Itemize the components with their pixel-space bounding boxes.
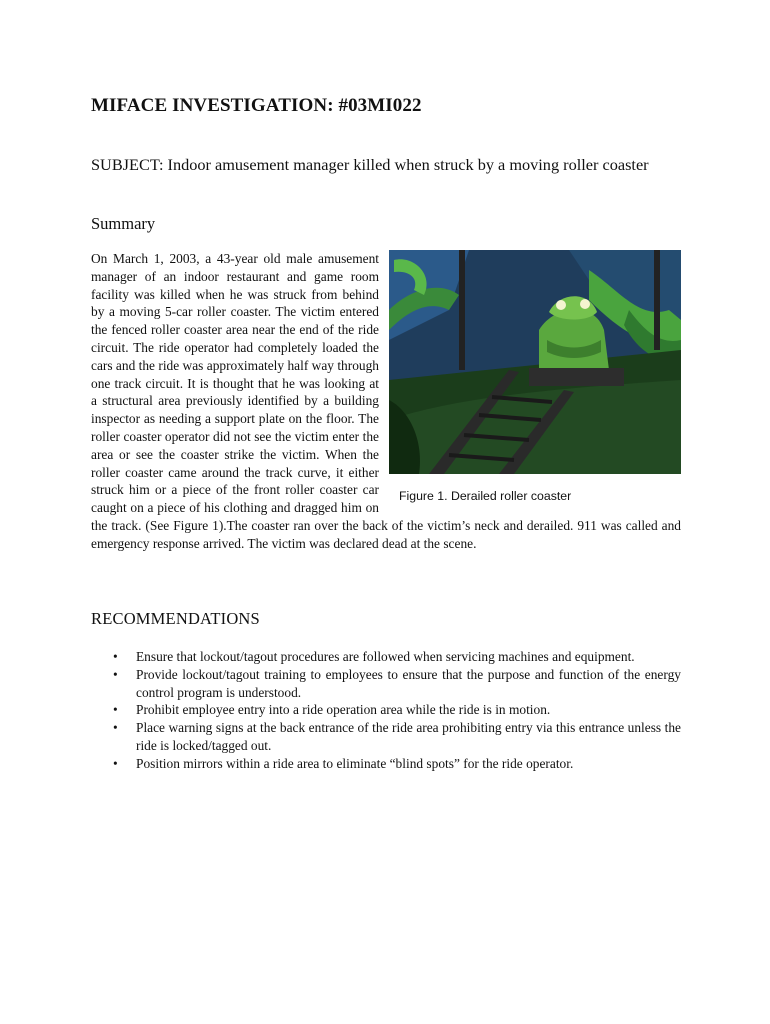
- bullet-icon: •: [113, 720, 118, 736]
- figure-1: [389, 250, 681, 506]
- list-item: [91, 719, 681, 755]
- list-item: [91, 755, 681, 773]
- bullet-icon: •: [113, 649, 118, 664]
- document-title: MIFACE INVESTIGATION: #03MI022: [91, 95, 422, 116]
- recommendation-text: Ensure that lockout/tagout procedures are followed when servicing machines and equipment.: [136, 649, 635, 664]
- subject-line: SUBJECT: Indoor amusement manager killed when struck by a moving roller coaster: [91, 155, 649, 174]
- derailed-roller-coaster-photo: [389, 250, 681, 474]
- figure-caption: Figure 1. Derailed roller coaster: [399, 489, 572, 503]
- recommendation-text: Prohibit employee entry into a ride operation area while the ride is in motion.: [136, 702, 551, 718]
- summary-paragraph: On March 1, 2003, a 43-year old male amusement manager of an indoor restaurant and game room facility was killed when he was struck from behind by a moving 5-car roller coaster. The victim entered the fenced roller coaster area near the end of the ride circuit. The ride operator had completely loaded the cars and the ride was approximately half way through one track circuit. It is thought that he was looking at a structural area previously identified by a building inspector as needing a support plate on the floor. The roller coaster operator did not see the victim enter the area or see the coaster strike the victim. When the roller coaster came around the track curve, it either struck him or a piece of the front roller coaster car caught on a piece of his clothing and dragged him on the track. (See Figure 1).The coaster ran over the back of the victim’s neck and derailed. 911 was called and emergency response arrived. The victim was declared dead at the scene.: [91, 251, 681, 551]
- recommendation-text: Position mirrors within a ride area to eliminate “blind spots” for the ride operator.: [136, 755, 574, 771]
- recommendations-list: [91, 648, 681, 773]
- list-item: [91, 666, 681, 702]
- recommendation-text: Place warning signs at the back entrance of the ride area prohibiting entry via this entrance unless the ride is locked/tagged out.: [136, 720, 681, 753]
- bullet-icon: •: [113, 702, 118, 718]
- summary-heading: Summary: [91, 214, 156, 233]
- bullet-icon: •: [113, 666, 118, 682]
- recommendations-heading: RECOMMENDATIONS: [91, 609, 260, 628]
- summary-section: [91, 250, 681, 553]
- list-item: [91, 701, 681, 719]
- recommendation-text: Provide lockout/tagout training to employees to ensure that the purpose and function of the energy control program is understood.: [136, 666, 681, 700]
- bullet-icon: •: [113, 755, 118, 771]
- list-item: [91, 648, 681, 666]
